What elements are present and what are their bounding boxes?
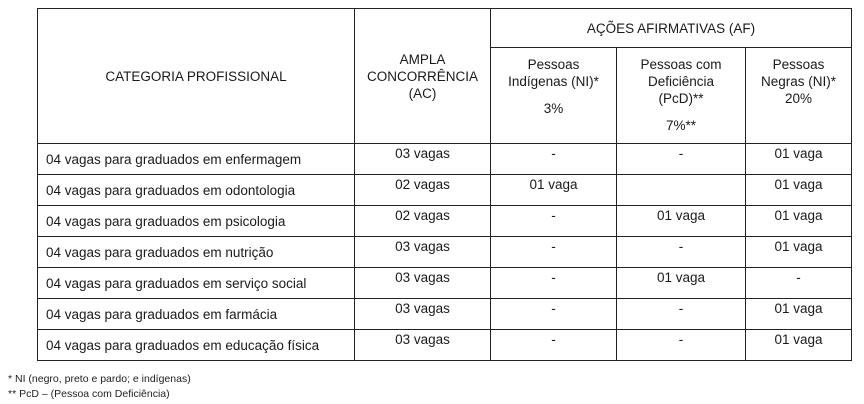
cell-ni: - [491, 268, 617, 299]
cell-pcd: 01 vaga [617, 268, 746, 299]
cell-ac: 03 vagas [355, 299, 491, 330]
table-row [38, 206, 852, 237]
table-row [38, 237, 852, 268]
cell-negras: 01 vaga [746, 330, 852, 361]
cell-categoria: 04 vagas para graduados em nutrição [38, 237, 355, 268]
vagas-table [37, 8, 852, 361]
cell-categoria: 04 vagas para graduados em farmácia [38, 299, 355, 330]
header-indigenas-pct: 3% [543, 101, 564, 116]
footnote-pcd: ** PcD – (Pessoa com Deficiência) [8, 388, 170, 400]
header-pcd-line: Deficiência [647, 74, 715, 89]
cell-pcd: - [617, 144, 746, 175]
cell-ac: 03 vagas [355, 268, 491, 299]
cell-ac: 02 vagas [355, 206, 491, 237]
header-negras [746, 48, 852, 144]
header-categoria: CATEGORIA PROFISSIONAL [38, 9, 355, 144]
cell-categoria: 04 vagas para graduados em educação física [38, 330, 355, 361]
cell-ni: - [491, 237, 617, 268]
cell-pcd: - [617, 299, 746, 330]
cell-categoria: 04 vagas para graduados em psicologia [38, 206, 355, 237]
header-pcd [617, 48, 746, 144]
cell-ni: - [491, 206, 617, 237]
header-negras-line: Pessoas [772, 57, 825, 72]
cell-ni: - [491, 299, 617, 330]
header-indigenas-line: Pessoas [527, 57, 580, 72]
cell-pcd: - [617, 330, 746, 361]
header-indigenas-line: Indígenas (NI)* [508, 74, 599, 89]
cell-categoria: 04 vagas para graduados em enfermagem [38, 144, 355, 175]
footnote-ni: * NI (negro, preto e pardo; e indígenas) [8, 373, 191, 385]
cell-negras: 01 vaga [746, 175, 852, 206]
cell-ac: 02 vagas [355, 175, 491, 206]
cell-ni: 01 vaga [491, 175, 617, 206]
table-row [38, 175, 852, 206]
cell-ac: 03 vagas [355, 330, 491, 361]
cell-negras: - [746, 268, 852, 299]
header-ampla-line: CONCORRÊNCIA [366, 68, 478, 84]
cell-categoria: 04 vagas para graduados em serviço social [38, 268, 355, 299]
cell-pcd: - [617, 237, 746, 268]
cell-ni: - [491, 330, 617, 361]
header-pcd-line: Pessoas com [640, 57, 722, 72]
header-pcd-pct: 7%** [665, 118, 697, 133]
cell-pcd [617, 175, 746, 206]
header-negras-pct: 20% [784, 91, 813, 106]
table-row [38, 330, 852, 361]
header-ampla-line: (AC) [408, 85, 437, 101]
cell-categoria: 04 vagas para graduados em odontologia [38, 175, 355, 206]
cell-negras: 01 vaga [746, 299, 852, 330]
header-ampla-concorrencia [355, 9, 491, 144]
cell-ac: 03 vagas [355, 144, 491, 175]
cell-negras: 01 vaga [746, 206, 852, 237]
cell-negras: 01 vaga [746, 237, 852, 268]
cell-negras: 01 vaga [746, 144, 852, 175]
table-row [38, 144, 852, 175]
header-ampla-line: AMPLA [399, 51, 446, 67]
table-row [38, 268, 852, 299]
header-acoes-afirmativas: AÇÕES AFIRMATIVAS (AF) [491, 9, 852, 48]
header-pcd-line: (PcD)** [658, 91, 704, 106]
header-indigenas [491, 48, 617, 144]
cell-ac: 03 vagas [355, 237, 491, 268]
cell-pcd: 01 vaga [617, 206, 746, 237]
cell-ni: - [491, 144, 617, 175]
header-negras-line: Negras (NI)* [760, 74, 836, 89]
table-row [38, 299, 852, 330]
